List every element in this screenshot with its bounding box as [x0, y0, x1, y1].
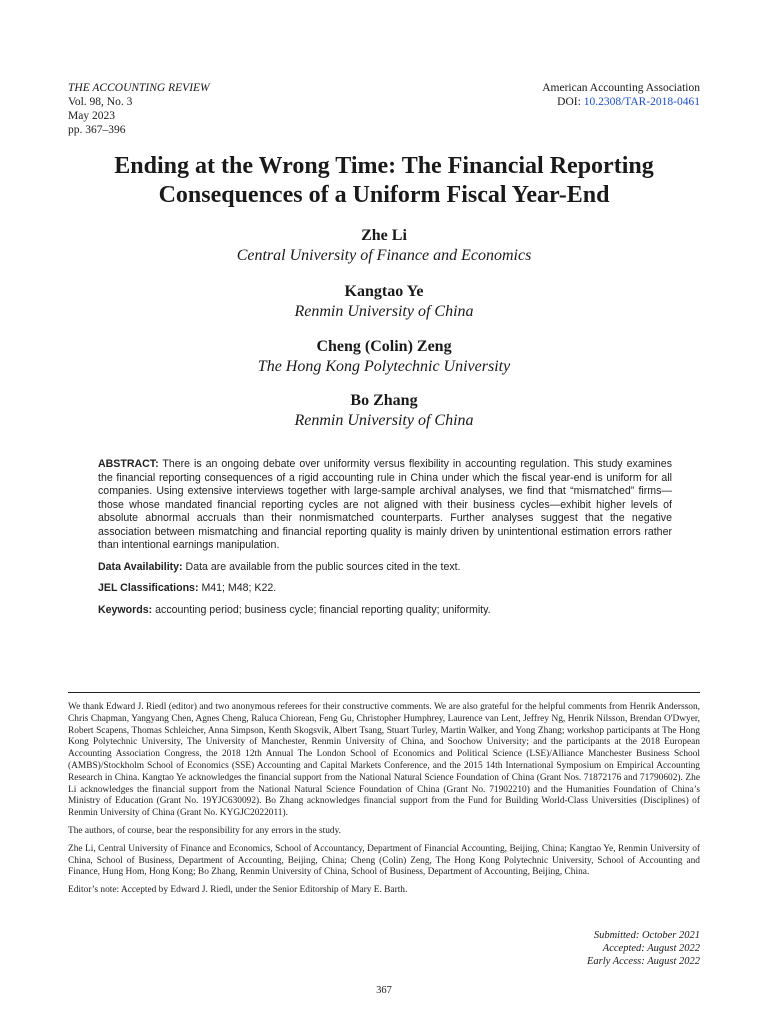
- abstract-paragraph: [98, 458, 672, 553]
- abstract-section: [98, 458, 672, 625]
- title-line-2: Consequences of a Uniform Fiscal Year-End: [158, 182, 610, 208]
- early-access-date: Early Access: August 2022: [586, 956, 700, 967]
- paper-title: [68, 152, 700, 210]
- author-2: [68, 282, 700, 322]
- keywords-text: accounting period; business cycle; financial reporting quality; uniformity.: [155, 603, 491, 616]
- footnote-divider: [68, 692, 700, 693]
- journal-name: THE ACCOUNTING REVIEW: [68, 82, 210, 94]
- data-availability: [98, 561, 672, 575]
- keywords-label: Keywords:: [98, 603, 153, 616]
- data-availability-label: Data Availability:: [98, 560, 183, 573]
- author-name: Zhe Li: [361, 227, 407, 244]
- publisher-info: [542, 81, 700, 109]
- jel-classifications: [98, 582, 672, 596]
- journal-info: [68, 81, 210, 137]
- author-3: [68, 337, 700, 377]
- acknowledgements: We thank Edward J. Riedl (editor) and two anonymous referees for their constructive comments. We are also grateful for the helpful comments from Henrik Andersson, Chris Chapman, Yangyang Chen, Agnes Cheng, Raluca Chiorean, Feng Gu, Christopher Humphrey, Laurence van Lent, Jeffrey Ng, Henrik Nilsson, Brendan O'Dwyer, Robert Scapens, Thomas Schleicher, Anna Simpson, Kenth Skogsvik, Albert Tsang, Stuart Turley, Martin Walker, and Yong Zhang; workshop participants at The Hong Kong Polytechnic University, The University of Manchester, Renmin University of China, and Soochow University; and the participants at the 2018 European Accounting Association Congress, the 2018 12th Annual The London School of Economics and Political Science (LSE)/Alliance Manchester Business School (AMBS)/Stockholm School of Economics (SSE) Accounting and Capital Markets Conference, and the 2015 14th International Symposium on Empirical Accounting Research in China. Kangtao Ye acknowledges the financial support from the National Natural Science Foundation of China (Grant Nos. 71872176 and 71790602). Zhe Li acknowledges the financial support from the National Natural Science Foundation of China (Grant No. 71902210) and the Humanities Foundation of China’s Ministry of Education (Grant No. 19YJC630092). Bo Zhang acknowledges financial support from the Fund for Building World-Class Universities (Disciplines) of Renmin University of China (Grant No. KYGJC2022011).: [68, 702, 700, 819]
- responsibility-note: The authors, of course, bear the responsibility for any errors in the study.: [68, 825, 342, 836]
- author-4: [68, 391, 700, 431]
- journal-volume: Vol. 98, No. 3: [68, 96, 133, 108]
- footnotes: [68, 702, 700, 903]
- accepted-date: Accepted: August 2022: [602, 943, 700, 954]
- author-affiliation: Central University of Finance and Economics: [236, 247, 532, 264]
- journal-date: May 2023: [68, 110, 115, 122]
- data-availability-text: Data are available from the public sources cited in the text.: [185, 560, 461, 573]
- association-name: American Accounting Association: [542, 82, 700, 94]
- page-number: 367: [376, 985, 392, 996]
- journal-pages: pp. 367–396: [68, 124, 126, 136]
- submitted-date: Submitted: October 2021: [593, 930, 700, 941]
- author-1: [68, 226, 700, 266]
- author-name: Bo Zhang: [350, 392, 418, 409]
- author-affiliation: Renmin University of China: [294, 303, 474, 320]
- abstract-text: There is an ongoing debate over uniformity versus flexibility in accounting regulation. This study examines the financial reporting consequences of a rigid accounting rule in China under which the fiscal year-end is uniform for all companies. Using extensive interviews together with large-sample archival analyses, we find that “mismatched” firms—those whose mandated financial reporting cycles are not aligned with their business cycles—exhibit higher levels of absolute abnormal accruals than their nonmismatched counterparts. Further analyses suggest that the negative association between mismatching and financial reporting quality is mainly driven by unintentional estimation errors rather than intentional earnings manipulation.: [98, 458, 672, 551]
- abstract-label: ABSTRACT:: [98, 458, 159, 470]
- doi-line: [542, 95, 700, 109]
- author-name: Kangtao Ye: [344, 283, 424, 300]
- doi-label: DOI:: [557, 96, 581, 108]
- author-affiliation: The Hong Kong Polytechnic University: [257, 358, 511, 375]
- keywords: [98, 604, 672, 618]
- jel-text: M41; M48; K22.: [201, 582, 277, 594]
- editor-note: Editor’s note: Accepted by Edward J. Riedl, under the Senior Editorship of Mary E. Barth.: [68, 885, 408, 896]
- author-affiliations-note: Zhe Li, Central University of Finance and Economics, School of Accountancy, Department of Financial Accounting, Beijing, China; Kangtao Ye, Renmin University of China, School of Business, Department of Accounting, Beijing, China; Cheng (Colin) Zeng, The Hong Kong Polytechnic University, School of Accounting and Finance, Hung Hom, Hong Kong; Bo Zhang, Renmin University of China, School of Business, Department of Accounting, Beijing, China.: [68, 843, 700, 878]
- title-line-1: Ending at the Wrong Time: The Financial Reporting: [114, 153, 654, 179]
- jel-label: JEL Classifications:: [98, 582, 199, 594]
- submission-dates: [587, 929, 700, 968]
- author-affiliation: Renmin University of China: [294, 412, 474, 429]
- author-name: Cheng (Colin) Zeng: [316, 338, 452, 355]
- doi-link[interactable]: 10.2308/TAR-2018-0461: [583, 96, 700, 108]
